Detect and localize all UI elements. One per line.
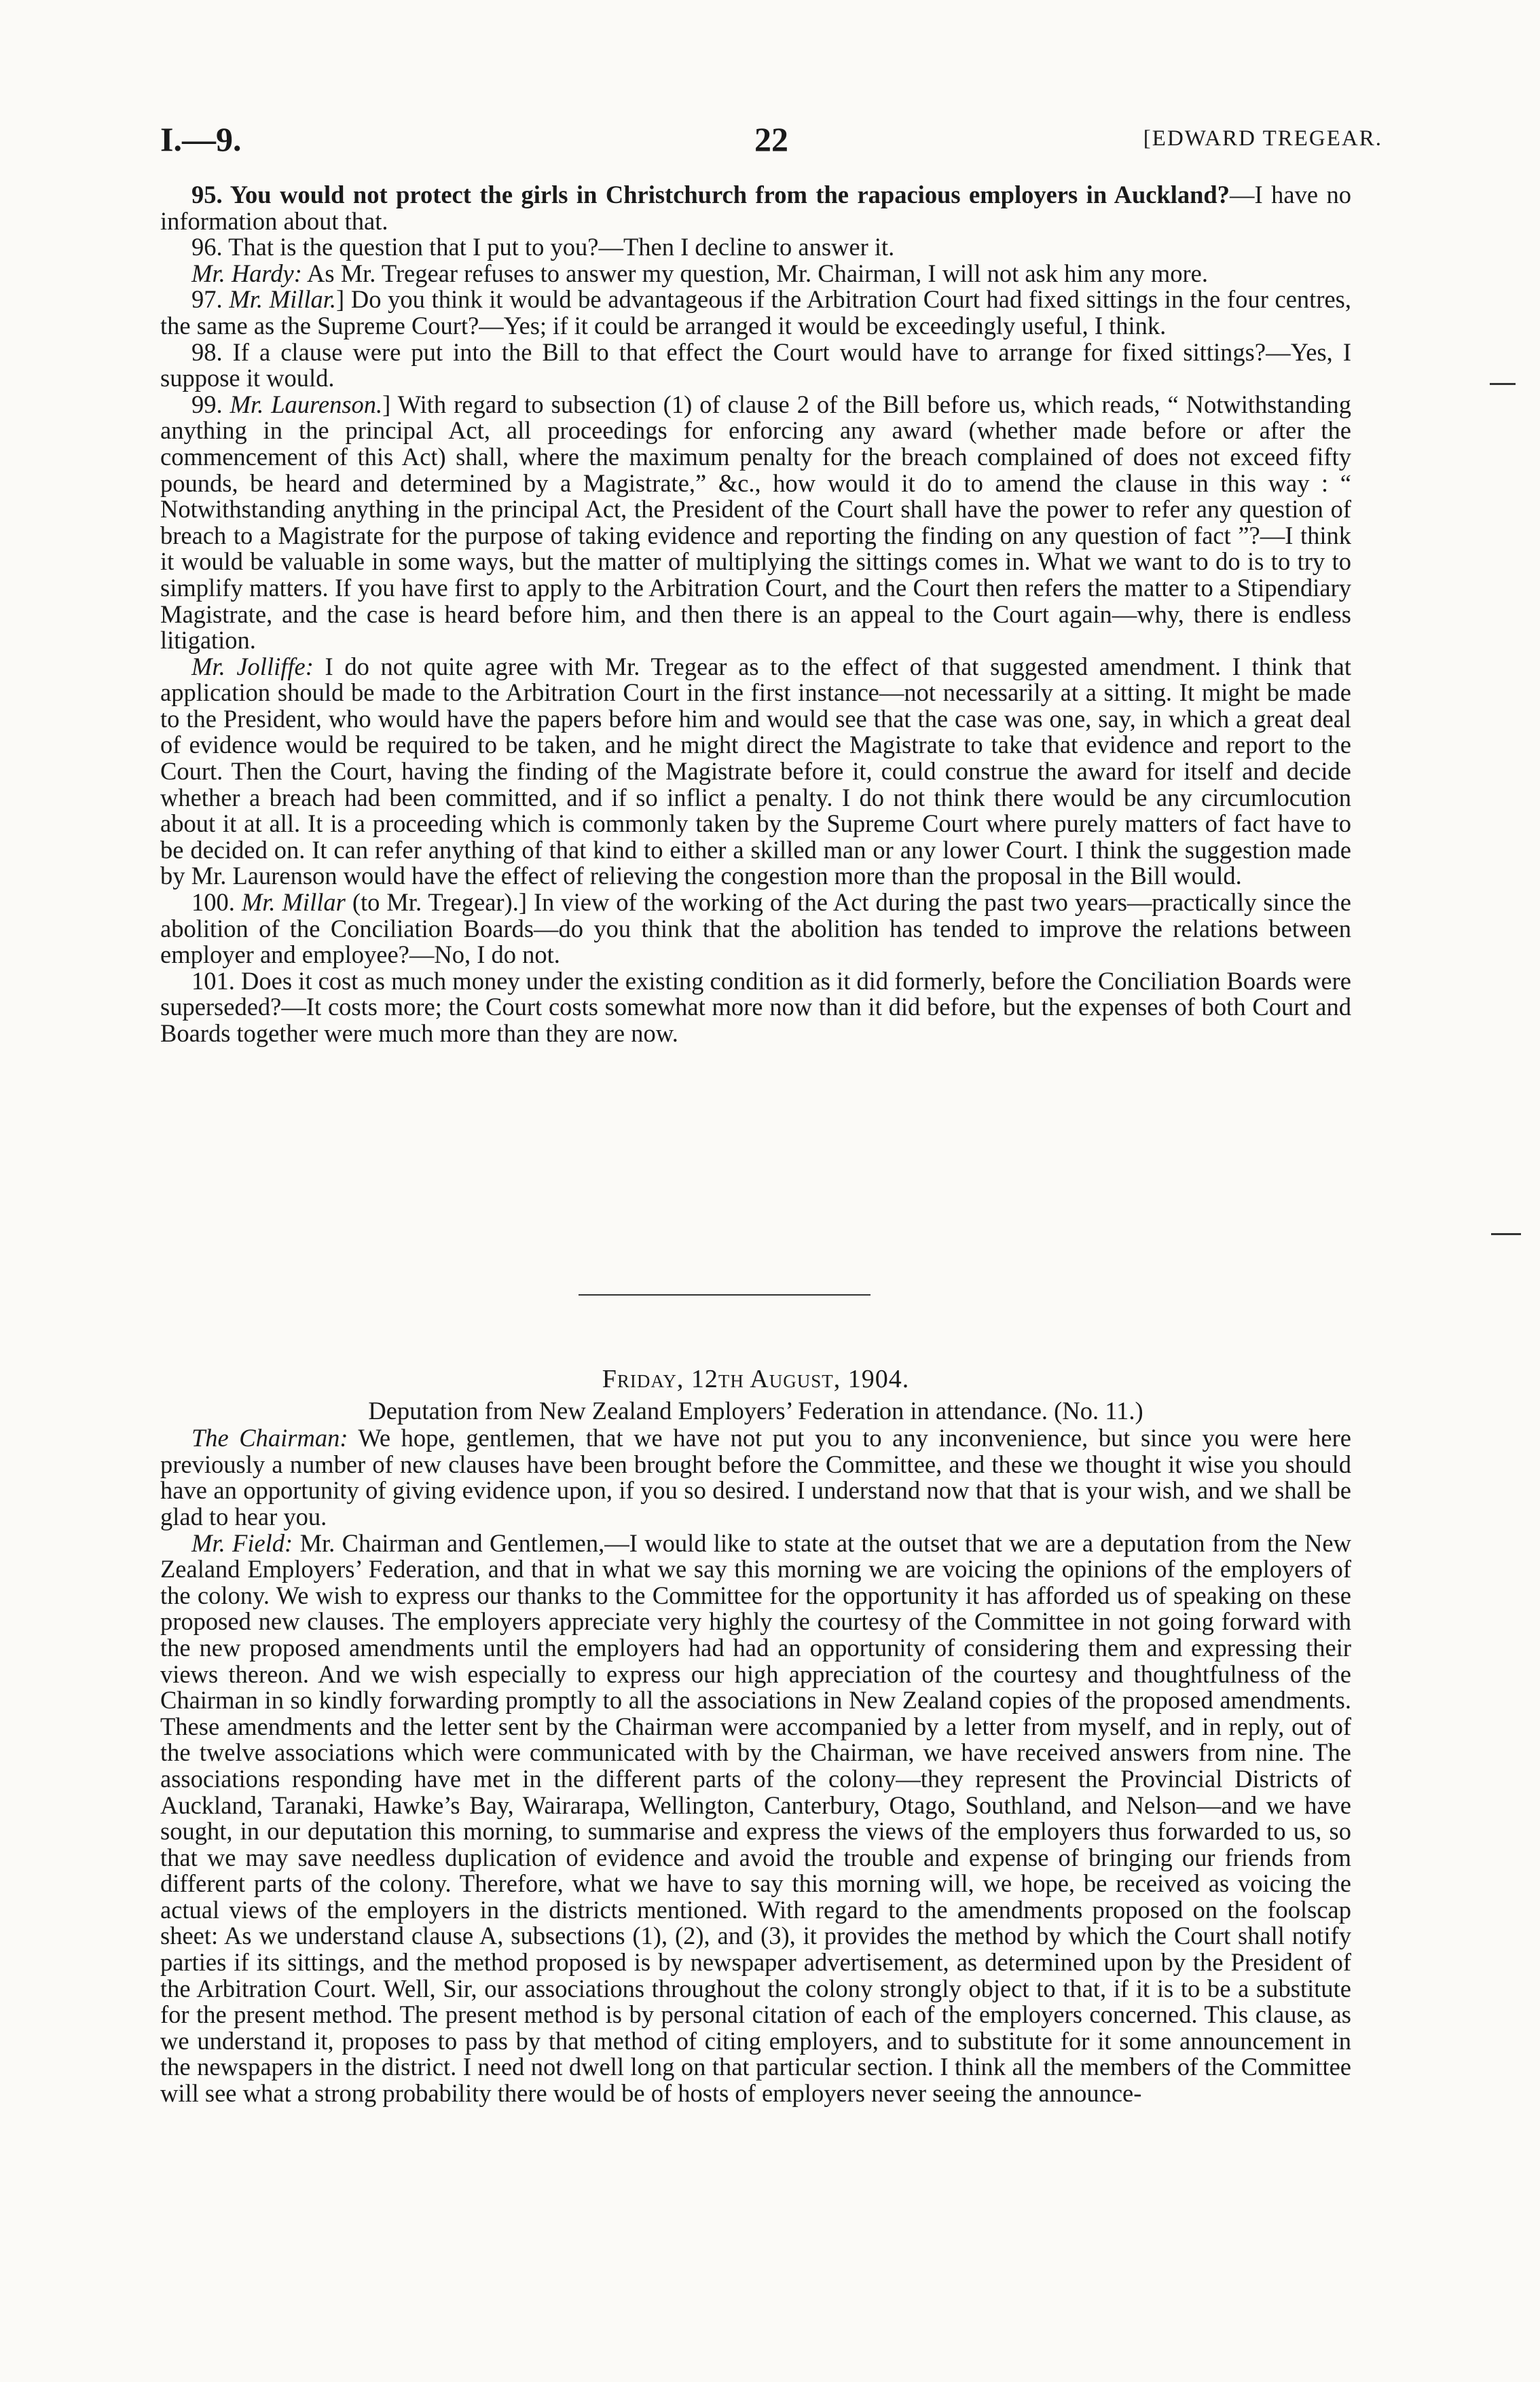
statement-text: We hope, gentlemen, that we have not put you to any inconvenience, but since you were here previously a number of new clauses have been brought before the Committee, and these we thought it wise you should have an opportunity of giving evidence upon, if you so desired. I understand now that that is your wish, and we shall be glad to hear you.	[160, 1424, 1351, 1531]
section-divider	[579, 1294, 870, 1296]
witness-name: [EDWARD TREGEAR.	[1143, 126, 1382, 151]
question-number: 97.	[191, 285, 230, 314]
question-101: 101. Does it cost as much money under the existing condition as it did formerly, before the Conciliation Boards were superseded?—It costs more; the Court costs somewhat more now than it did before, but the expenses of both Court and Boards together were much more than they are now.	[160, 966, 1351, 1047]
speaker-name: Mr. Laurenson.	[230, 390, 383, 418]
page-number: 22	[754, 120, 788, 158]
statement-text: I do not quite agree with Mr. Tregear as to the effect of that suggested amendment. I think that application should be made to the Arbitration Court in the first instance—not necessarily at a sitting. It might be made to the President, who would have the papers before him and would see that the case was one, say, in which a great deal of evidence would be required to be taken, and he might direct the Magistrate to take that evidence and report to the Court. Then the Court, having the finding of the Magistrate before it, could construe the award for itself and decide whether a breach had been committed, and if so inflict a penalty. I do not think there would be any circumlocution about it at all. It is a proceeding which is commonly taken by the Supreme Court where purely matters of fact have to be decided on. It can refer anything of that kind to either a skilled man or any lower Court. I think the suggestion made by Mr. Laurenson would have the effect of relieving the congestion more than the proposal in the Bill would.	[160, 652, 1351, 890]
question-text: (to Mr. Tregear).] In view of the working of the Act during the past two years—practically since the abolition of the Conciliation Boards—do you think that the abolition has tended to improve the relations between employer and employee?—No, I do not.	[160, 888, 1351, 969]
testimony-section	[160, 182, 1351, 1047]
question-98: 98. If a clause were put into the Bill to that effect the Court would have to arrange for fixed sittings?—Yes, I suppose it would.	[160, 337, 1351, 392]
speaker-name: The Chairman:	[191, 1424, 348, 1452]
speaker-name: Mr. Jolliffe:	[191, 652, 314, 680]
question-text: ] With regard to subsection (1) of clause 2 of the Bill before us, which reads, “ Notwithstanding anything in the principal Act, all proceedings for enforcing any award (whether made before or after the commencement of this Act) shall, where the maximum penalty for the breach complained of does not exceed fifty pounds, be heard and determined by a Magistrate,” &c., how would it do to amend the clause in this way : “ Notwithstanding anything in the principal Act, the President of the Court shall have the power to refer any question of breach to a Magistrate for the purpose of taking evidence and reporting the finding on any question of fact ”?—I think it would be valuable in some ways, but the matter of multiplying the sittings comes in. What we want to do is to try to simplify matters. If you have first to apply to the Arbitration Court, and the Court then refers the matter to a Stipendiary Magistrate, and the case is heard before him, and then there is an appeal to the Court again—why, there is endless litigation.	[160, 390, 1351, 655]
answer-text: —I have no information about that.	[160, 181, 1351, 235]
margin-mark	[1491, 1233, 1521, 1235]
speaker-name: Mr. Hardy:	[191, 259, 302, 287]
date-text: Friday, 12th August, 1904.	[602, 1365, 910, 1393]
deputation-heading: Deputation from New Zealand Employers’ Federation in attendance. (No. 11.)	[368, 1396, 1143, 1425]
paper-reference: I.—9.	[160, 120, 242, 158]
margin-mark	[1490, 383, 1516, 385]
deputation-section	[160, 1366, 1351, 2107]
statement-hardy	[160, 261, 1351, 287]
question-99	[160, 392, 1351, 654]
speaker-name: Mr. Millar.	[229, 285, 337, 314]
question-text: 95. You would not protect the girls in Christchurch from the rapacious employers in Auckland?	[191, 181, 1230, 208]
question-97	[160, 287, 1351, 339]
speaker-name: Mr. Field:	[191, 1528, 293, 1557]
question-95	[160, 182, 1351, 234]
statement-text: Mr. Chairman and Gentlemen,—I would like to state at the outset that we are a deputation from the New Zealand Employers’ Federation, and that in what we say this morning we are voicing the opinions of the employers of the colony. We wish to express our thanks to the Committee for the opportunity it has afforded us of speaking on these proposed new clauses. The employers appreciate very highly the courtesy of the Committee in not going forward with the new proposed amendments until the employers had had an opportunity of considering them and expressing their views thereon. And we wish especially to express our high appreciation of the courtesy and thoughtfulness of the Chairman in so kindly forwarding promptly to all the associations in New Zealand copies of the proposed amendments. These amendments and the letter sent by the Chairman were accompanied by a letter from myself, and in reply, out of the twelve associations which were communicated with by the Chairman, we have received answers from nine. The associations responding have met in the different parts of the colony—they represent the Provincial Districts of Auckland, Taranaki, Hawke’s Bay, Wairarapa, Wellington, Canterbury, Otago, Southland, and Nelson—and we have sought, in our deputation this morning, to summarise and express the views of the employers thus forwarded to us, so that we may save needless duplication of evidence and avoid the trouble and expense of bringing our friends from different parts of the colony. Therefore, what we have to say this morning will, we hope, be received as voicing the actual views of the employers in the districts mentioned. With regard to the amendments proposed on the foolscap sheet: As we understand clause A, subsections (1), (2), and (3), it provides the method by which the Court shall notify parties if its sittings, and the method proposed is by newspaper advertisement, as determined upon by the President of the Arbitration Court. Well, Sir, our associations throughout the colony strongly object to that, if it is to be a substitute for the present method. The present method is by personal citation of each of the employers concerned. This clause, as we understand it, proposes to pass by that method of citing employers, and to substitute for it some announcement in the newspapers in the district. I need not dwell long on that particular section. I think all the members of the Committee will see what a strong probability there would be of hosts of employers never seeing the announce-	[160, 1528, 1351, 2108]
page-header	[160, 120, 1382, 167]
statement-field	[160, 1528, 1351, 2108]
question-number: 100.	[191, 888, 242, 917]
question-100	[160, 890, 1351, 968]
question-96: 96. That is the question that I put to you?—Then I decline to answer it.	[191, 233, 895, 261]
session-date	[160, 1366, 1351, 1393]
question-number: 99.	[191, 390, 230, 418]
speaker-name: Mr. Millar	[241, 888, 346, 917]
statement-text: As Mr. Tregear refuses to answer my question, Mr. Chairman, I will not ask him any more.	[301, 259, 1208, 287]
statement-chairman	[160, 1425, 1351, 1530]
question-text: ] Do you think it would be advantageous if the Arbitration Court had fixed sittings in the four centres, the same as the Supreme Court?—Yes; if it could be arranged it would be exceedingly useful, I think.	[160, 285, 1352, 340]
statement-jolliffe	[160, 654, 1351, 890]
